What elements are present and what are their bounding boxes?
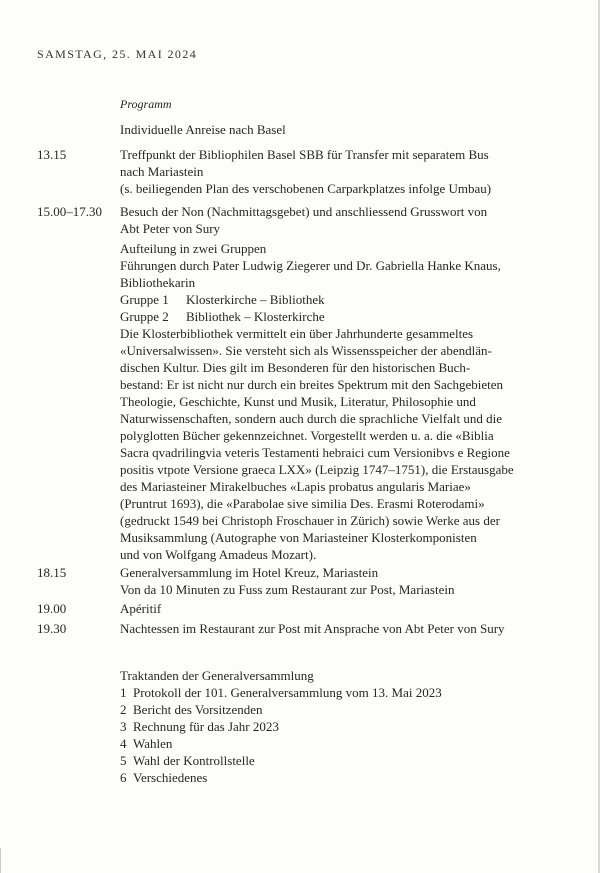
description-line: (gedruckt 1549 bei Christoph Froschauer in Zürich) sowie Werke aus der — [120, 513, 500, 528]
entry-line: Abt Peter von Sury — [120, 221, 221, 236]
entry-time: 19.30 — [37, 621, 67, 636]
program-intro: Individuelle Anreise nach Basel — [120, 122, 286, 137]
library-description — [120, 325, 514, 563]
description-line: (Pruntrut 1693), die «Parabolae sive similia Des. Erasmi Roterodami» — [120, 496, 485, 511]
entry-line: Treffpunkt der Bibliophilen Basel SBB für Transfer mit separatem Bus — [120, 147, 489, 162]
agenda — [120, 667, 442, 786]
description-line: des Mariasteiner Mirakelbuches «Lapis probatus angularis Mariae» — [120, 479, 471, 494]
description-line: «Universalwissen». Sie versteht sich als Wissensspeicher der abendlän- — [120, 343, 492, 358]
entry-time: 19.00 — [37, 601, 67, 616]
description-line: Theologie, Geschichte, Kunst und Musik, Literatur, Philosophie und — [120, 394, 476, 409]
agenda-text: Verschiedenes — [133, 770, 208, 785]
agenda-text: Wahl der Kontrollstelle — [133, 753, 255, 768]
group-route: Bibliothek – Klosterkirche — [186, 309, 325, 324]
agenda-text: Protokoll der 101. Generalversammlung vom 13. Mai 2023 — [133, 685, 442, 700]
program-heading: Programm — [120, 97, 172, 111]
agenda-number: 5 — [120, 753, 127, 768]
agenda-item — [120, 769, 442, 786]
entry-text — [120, 146, 491, 197]
groups-line: Bibliothekarin — [120, 275, 196, 290]
entry-line: Apéritif — [120, 601, 162, 616]
entry-line: nach Mariastein — [120, 164, 204, 179]
description-line: polyglotten Bücher gekennzeichnet. Vorgestellt werden u. a. die «Biblia — [120, 428, 494, 443]
entry-line: Besuch der Non (Nachmittagsgebet) und anschliessend Grusswort von — [120, 204, 488, 219]
agenda-item — [120, 684, 442, 701]
entry-time: 13.15 — [37, 147, 67, 162]
entry-text — [120, 203, 487, 237]
agenda-item — [120, 701, 442, 718]
groups-line: Aufteilung in zwei Gruppen — [120, 241, 267, 256]
date-header: SAMSTAG, 25. MAI 2024 — [37, 47, 198, 61]
agenda-text: Bericht des Vorsitzenden — [133, 702, 263, 717]
agenda-text: Wahlen — [133, 736, 173, 751]
agenda-item — [120, 735, 442, 752]
entry-time: 15.00–17.30 — [37, 204, 102, 219]
agenda-item — [120, 718, 442, 735]
group-name: Gruppe 2 — [120, 309, 169, 324]
description-line: Naturwissenschaften, sondern auch durch die sprachliche Vielfalt und die — [120, 411, 502, 426]
agenda-item — [120, 752, 442, 769]
description-line: Die Klosterbibliothek vermittelt ein über Jahrhunderte gesammeltes — [120, 326, 474, 341]
entry-line: (s. beiliegenden Plan des verschobenen Carparkplatzes infolge Umbau) — [120, 181, 492, 196]
page-edge-mark — [0, 848, 1, 873]
entry-text — [120, 564, 454, 598]
description-line: Musiksammlung (Autographe von Mariasteiner Klosterkomponisten — [120, 530, 477, 545]
entry-line: Von da 10 Minuten zu Fuss zum Restaurant zur Post, Mariastein — [120, 582, 455, 597]
description-line: bestand: Er ist nicht nur durch ein breites Spektrum mit den Sachgebieten — [120, 377, 504, 392]
agenda-number: 3 — [120, 719, 127, 734]
agenda-number: 4 — [120, 736, 127, 751]
group-name: Gruppe 1 — [120, 292, 169, 307]
group-route: Klosterkirche – Bibliothek — [186, 292, 325, 307]
agenda-text: Rechnung für das Jahr 2023 — [133, 719, 279, 734]
group-row — [120, 308, 501, 325]
groups-line: Führungen durch Pater Ludwig Ziegerer und Dr. Gabriella Hanke Knaus, — [120, 258, 501, 273]
description-line: Sacra qvadrilingvia veteris Testamenti hebraici cum Versionibvs e Regione — [120, 445, 510, 460]
agenda-title: Traktanden der Generalversammlung — [120, 668, 314, 683]
entry-line: Generalversammlung im Hotel Kreuz, Mariastein — [120, 565, 379, 580]
description-line: dischen Kultur. Dies gilt im Besonderen für den historischen Buch- — [120, 360, 471, 375]
agenda-number: 2 — [120, 702, 127, 717]
group-row — [120, 291, 501, 308]
entry-line: Nachtessen im Restaurant zur Post mit Ansprache von Abt Peter von Sury — [120, 621, 505, 636]
description-line: positis vtpote Versione graeca LXX» (Leipzig 1747–1751), die Erstausgabe — [120, 462, 514, 477]
groups-block — [120, 240, 501, 325]
description-line: und von Wolfgang Amadeus Mozart). — [120, 547, 317, 562]
entry-time: 18.15 — [37, 565, 67, 580]
agenda-number: 1 — [120, 685, 127, 700]
agenda-number: 6 — [120, 770, 127, 785]
